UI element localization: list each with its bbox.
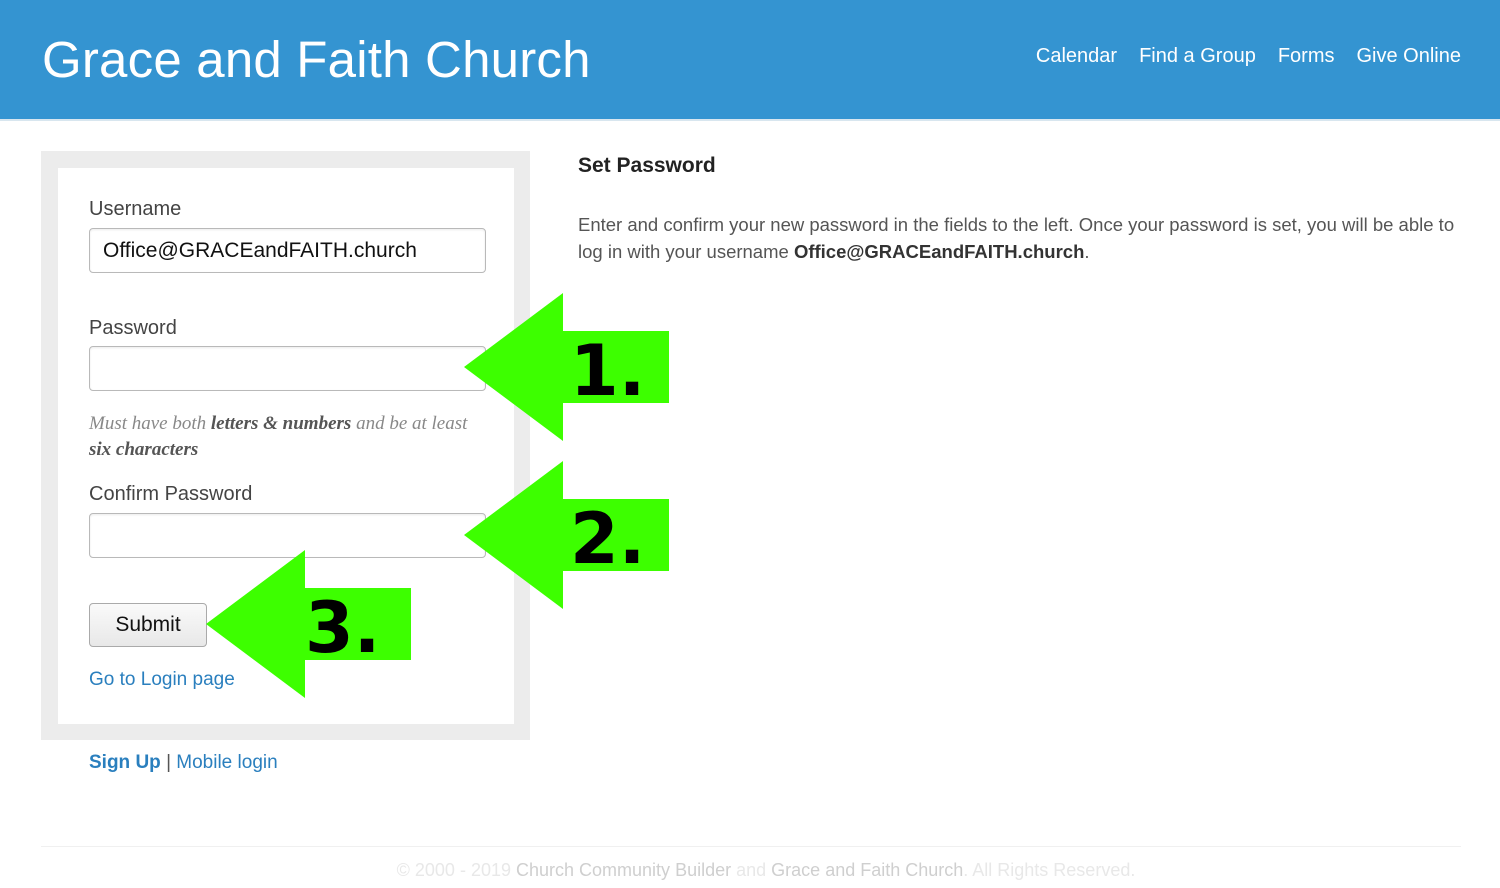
hint-text-4: six characters [89,439,199,460]
footer-rights: . All Rights Reserved. [963,860,1136,880]
step-3-label: 3. [305,587,381,669]
hint-text-2: letters & numbers [210,413,352,434]
password-field[interactable] [89,346,486,391]
header-divider [0,119,1500,121]
info-title: Set Password [578,154,716,177]
footer-ccb-link[interactable]: Church Community Builder [516,860,732,880]
username-label: Username [89,198,182,220]
mobile-login-link[interactable]: Mobile login [176,752,278,773]
nav-calendar[interactable]: Calendar [1035,45,1118,67]
account-links [89,752,278,774]
password-hint [89,411,489,463]
link-separator: | [166,752,171,773]
arrow-step-1 [462,292,672,442]
hint-text-3: and be at least [356,413,468,434]
footer-divider [41,846,1461,847]
site-title[interactable]: Grace and Faith Church [42,31,591,88]
footer [0,860,1500,881]
hint-text-1: Must have both [89,413,207,434]
nav-give-online[interactable]: Give Online [1356,45,1461,67]
arrow-step-2 [462,460,672,610]
footer-church-link[interactable]: Grace and Faith Church [771,860,964,880]
step-1-label: 1. [570,330,646,412]
confirm-password-label: Confirm Password [89,483,253,505]
info-description [578,211,1468,265]
footer-and: and [736,860,767,880]
info-desc-text: Enter and confirm your new password in the fields to the left. Once your password is set, you will be able to log in with your username [578,214,1455,262]
info-desc-end: . [1084,241,1090,262]
arrow-step-3 [204,549,414,699]
nav-forms[interactable]: Forms [1277,45,1335,67]
step-2-label: 2. [570,498,646,580]
submit-button[interactable]: Submit [89,603,207,647]
site-header [0,0,1500,119]
username-field[interactable] [89,228,486,273]
main-nav [1014,45,1461,68]
password-label: Password [89,317,177,339]
sign-up-link[interactable]: Sign Up [89,752,161,773]
go-to-login-link[interactable]: Go to Login page [89,669,235,690]
info-desc-username: Office@GRACEandFAITH.church [793,241,1085,262]
footer-copyright: © 2000 - 2019 [396,860,511,880]
nav-find-a-group[interactable]: Find a Group [1139,45,1256,67]
